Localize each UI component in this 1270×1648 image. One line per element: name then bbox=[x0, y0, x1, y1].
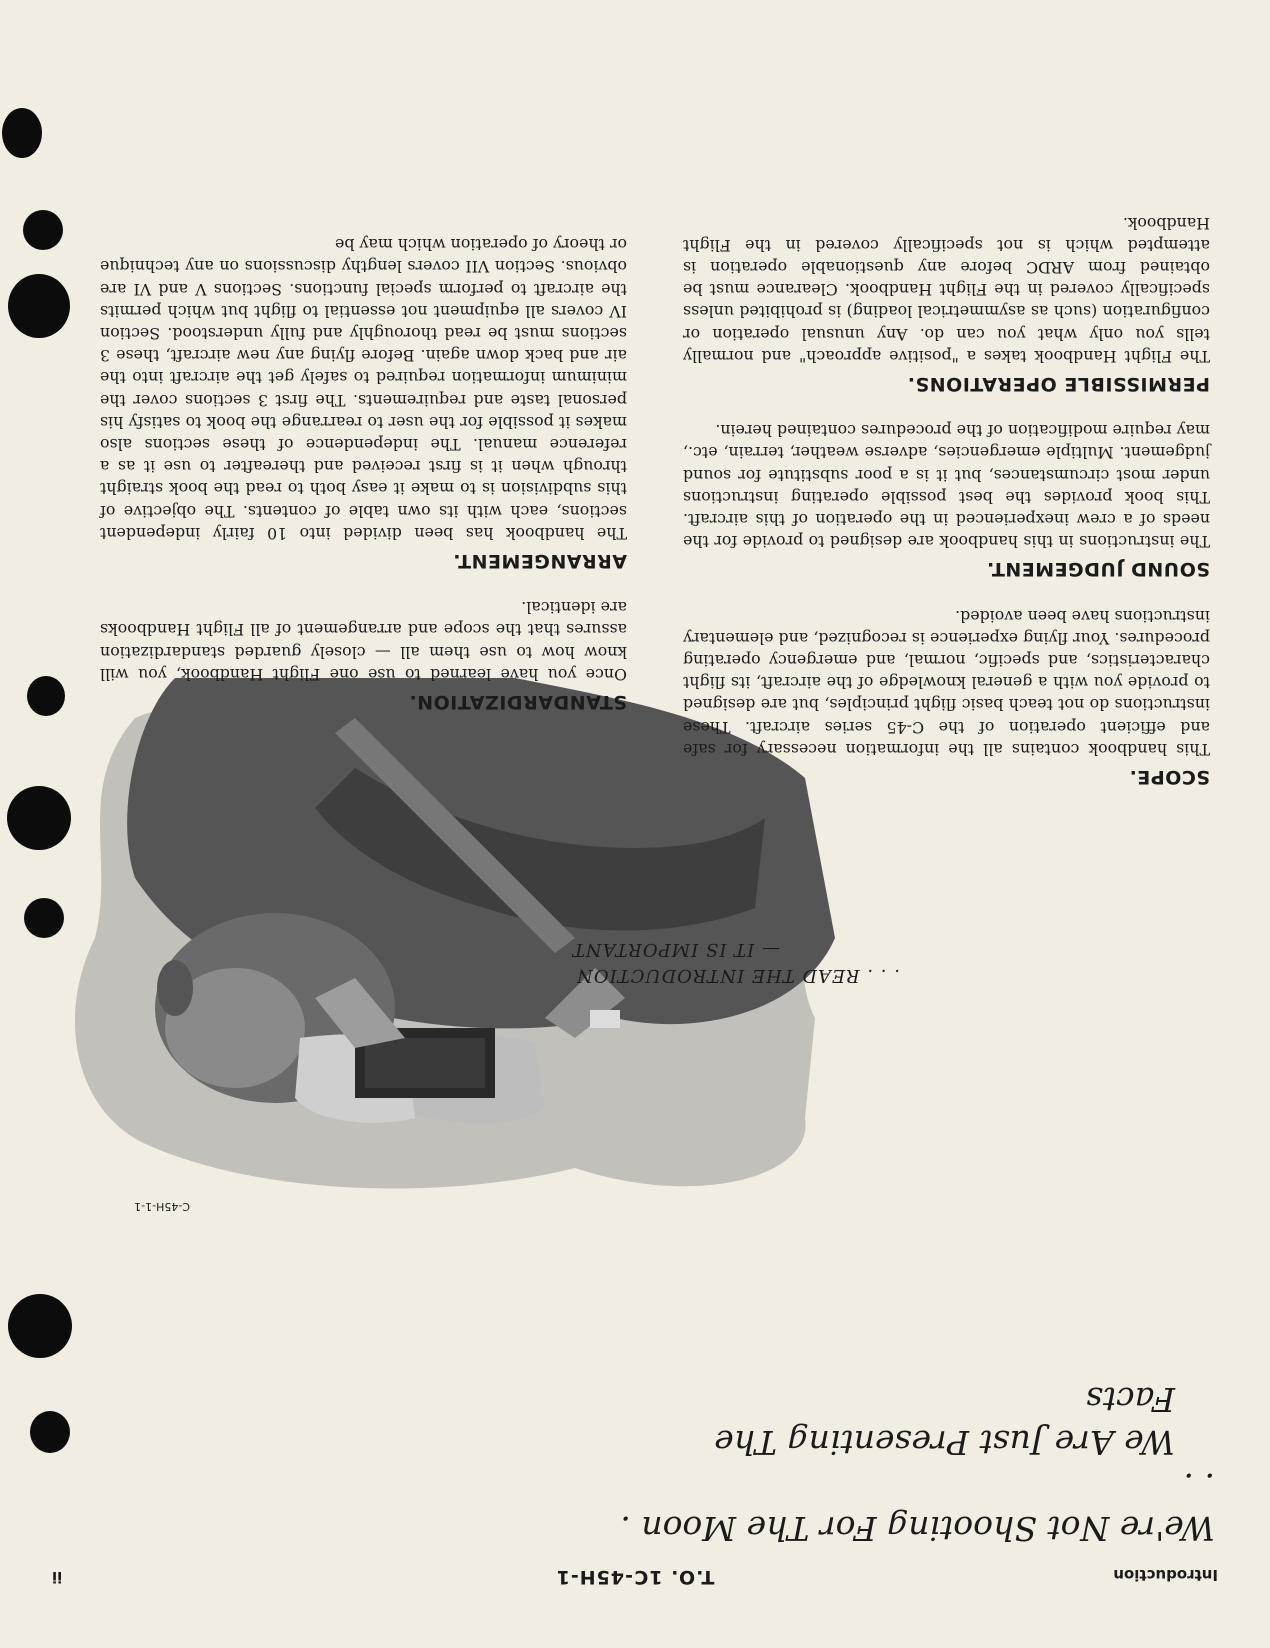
figure-id: C-45H-1-1 bbox=[134, 1200, 190, 1213]
sound-judgement-heading: SOUND JUDGEMENT. bbox=[986, 558, 1210, 581]
page-number: ii bbox=[52, 1568, 63, 1586]
arrangement-paragraph: The handbook has been divided into 10 fairly independent sections, each with its own table of contents. The objective of this subdivision is to make it easy both to read the book straight through when it is first received and thereafter to use it as a reference manual. The independence of these sections also makes it possible for the user to rearrange the book to satisfy his personal taste and requirements. The first 3 sections cover the minimum information required to safely get the aircraft into the air and back down again. Before flying any new aircraft, these 3 sections must be read thoroughly and fully understood. Section IV covers all equipment not essential to flight but which permits the aircraft to perform special functions. Sections V and VI are obvious. Section VII covers lengthy discussions on any technique or theory of operation which may be bbox=[100, 235, 627, 543]
binder-hole bbox=[30, 1411, 70, 1453]
standardization-heading: STANDARDIZATION. bbox=[408, 691, 627, 713]
binder-hole bbox=[23, 210, 63, 250]
sound-judgement-paragraph: The instructions in this handbook are designed to provide for the needs of a crew inexperienced in the operation of this aircraft. This book provides the best possible operating instructions under most circumstances, but it is a poor substitute for sound judgement. Multiple emergencies, adverse weather, terrain, etc., may require modification of the procedures contained herein. bbox=[683, 421, 1210, 552]
binder-hole bbox=[7, 786, 71, 850]
caption-line-1: . . . READ THE INTRODUCTION bbox=[576, 965, 900, 986]
left-column bbox=[683, 201, 1210, 788]
right-column bbox=[100, 223, 627, 713]
page-title bbox=[615, 1378, 1215, 1550]
binder-hole bbox=[27, 676, 65, 716]
illustration-caption bbox=[520, 936, 900, 988]
permissible-operations-paragraph: The Flight Handbook takes a "positive approach" and normally tells you only what you can do. Any unusual operation or configuration (such as asymmetrical loading) is prohibited unless specifically covered in the Flight Handbook. Clearance must be obtained from ARDC before any questionable operation is attempted which is not specifically covered in the Flight Handbook. bbox=[683, 213, 1210, 366]
title-line-1: We're Not Shooting For The Moon . . . bbox=[620, 1466, 1215, 1548]
standardization-paragraph: Once you have learned to use one Flight Handbook, you will know how to use them all — closely guarded standardization assures that the scope and arrangement of all Flight Handbooks are identical. bbox=[100, 598, 627, 684]
permissible-operations-heading: PERMISSIBLE OPERATIONS. bbox=[907, 372, 1210, 395]
scope-paragraph: This handbook contains all the information necessary for safe and efficient operation of the C-45 series aircraft. These instructions do not teach basic flight principles, but are designed to provide you with a general knowledge of the aircraft, its flight characteristics, and specific, normal, and emergency operating procedures. Your flying experience is recognized, and elementary instructions have been avoided. bbox=[683, 606, 1210, 759]
doc-number: T.O. 1C-45H-1 bbox=[555, 1566, 715, 1588]
binder-hole bbox=[8, 1294, 72, 1358]
section-name: Introduction bbox=[1113, 1566, 1218, 1584]
binder-hole bbox=[8, 274, 70, 338]
title-line-2: We Are Just Presenting The Facts bbox=[714, 1380, 1175, 1462]
binder-hole bbox=[2, 108, 42, 158]
caption-line-2: — IT IS IMPORTANT bbox=[571, 939, 780, 960]
binder-hole bbox=[24, 898, 64, 938]
arrangement-heading: ARRANGEMENT. bbox=[452, 549, 627, 572]
scope-heading: SCOPE. bbox=[1129, 766, 1210, 788]
